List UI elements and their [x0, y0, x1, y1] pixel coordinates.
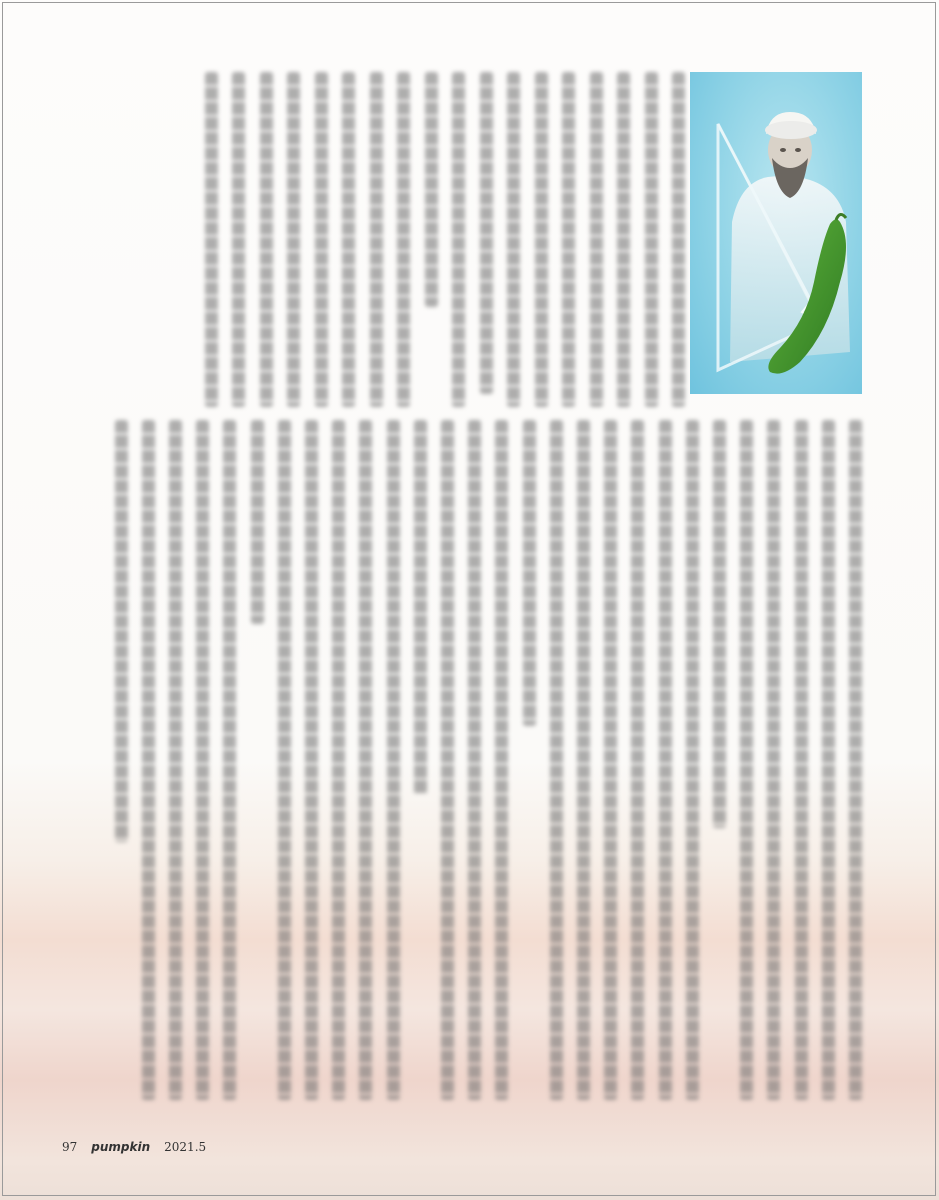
- text-column: [507, 72, 520, 407]
- text-column: [205, 72, 218, 407]
- text-column: [672, 72, 685, 407]
- text-column: [305, 420, 318, 1100]
- text-column: [686, 420, 699, 1100]
- page-number: 97: [62, 1140, 78, 1154]
- text-column: [260, 72, 273, 407]
- text-column: [142, 420, 155, 1100]
- text-column: [452, 72, 465, 407]
- text-column: [359, 420, 372, 1100]
- text-column: [577, 420, 590, 1100]
- illustration-drawing: [690, 72, 862, 394]
- text-column: [332, 420, 345, 1100]
- text-column: [480, 72, 493, 394]
- text-column: [631, 420, 644, 1100]
- text-column: [795, 420, 808, 1100]
- text-column: [495, 420, 508, 1100]
- text-column: [713, 420, 726, 828]
- text-column: [397, 72, 410, 407]
- text-column: [425, 72, 438, 307]
- text-column: [604, 420, 617, 1100]
- text-column: [822, 420, 835, 1100]
- text-column: [287, 72, 300, 407]
- text-column: [468, 420, 481, 1100]
- text-column: [370, 72, 383, 407]
- lower-text-block: [100, 420, 862, 1100]
- magazine-name: pumpkin: [91, 1140, 151, 1154]
- text-column: [590, 72, 603, 407]
- illustration: [690, 72, 862, 394]
- text-column: [223, 420, 236, 1100]
- text-column: [196, 420, 209, 1100]
- text-column: [617, 72, 630, 407]
- text-column: [414, 420, 427, 794]
- text-column: [441, 420, 454, 1100]
- text-column: [387, 420, 400, 1100]
- issue-date: 2021.5: [164, 1140, 207, 1154]
- page-footer: [62, 1140, 206, 1154]
- text-column: [645, 72, 658, 407]
- text-column: [523, 420, 536, 726]
- text-column: [849, 420, 862, 1100]
- text-column: [659, 420, 672, 1100]
- upper-text-block: [100, 72, 685, 407]
- text-column: [251, 420, 264, 624]
- text-column: [740, 420, 753, 1100]
- text-column: [278, 420, 291, 1100]
- text-column: [550, 420, 563, 1100]
- text-column: [535, 72, 548, 407]
- text-column: [562, 72, 575, 407]
- text-column: [115, 420, 128, 842]
- text-column: [315, 72, 328, 407]
- text-column: [232, 72, 245, 407]
- text-column: [767, 420, 780, 1100]
- text-column: [342, 72, 355, 407]
- text-column: [169, 420, 182, 1100]
